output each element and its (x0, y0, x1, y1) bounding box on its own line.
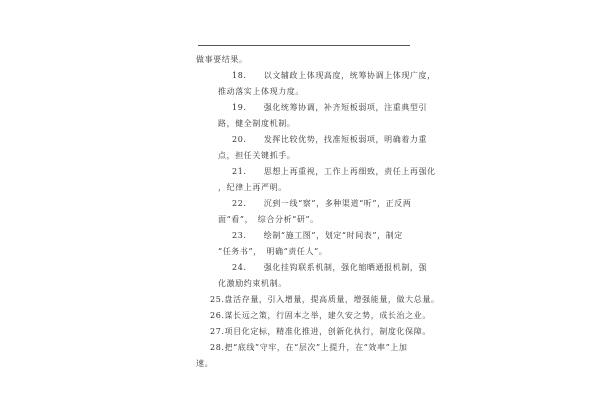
text-line-18: 27.项目化定标，精准化推进，创新化执行，制度化保障。 (210, 327, 431, 336)
text-line-7: 点，担任关键抓手。 (218, 151, 296, 160)
text-line-6: 20. 发挥比较优势，找准短板弱项，明确着力重 (232, 135, 428, 144)
text-line-8: 21. 思想上再重视，工作上再细致，责任上再强化 (232, 167, 436, 176)
text-line-16: 25.盘活存量，引入增量，提高质量，增强能量，做大总量。 (210, 295, 440, 304)
text-line-14: 24. 强化挂钩联系机制，强化缩晒通报机制，强 (232, 263, 428, 272)
text-line-15: 化激励约束机制。 (218, 279, 287, 288)
text-line-19: 28.把“底线”守牢，在“层次”上提升，在“效率”上加 (210, 343, 408, 352)
text-line-4: 19. 强化统筹协调，补齐短板弱项，注重典型引 (232, 103, 428, 112)
text-line-1: 做事要结果。 (196, 55, 248, 64)
text-line-11: 面“看”， 综合分析“研”。 (218, 215, 319, 224)
text-line-5: 路，健全制度机制。 (218, 119, 296, 128)
top-rule (198, 45, 410, 46)
text-line-10: 22. 沉到一线“察”，多种渠道“听”，正反两 (232, 199, 412, 208)
text-line-13: “任务书”， 明确“责任人”。 (218, 247, 328, 256)
text-line-17: 26.谋长远之策，行固本之举，建久安之势，成长治之业。 (210, 311, 431, 320)
text-line-9: ，纪律上再严明。 (218, 183, 287, 192)
text-line-2: 18. 以文辅政上体现高度，统筹协调上体现广度， (232, 71, 436, 80)
text-line-12: 23. 绘制“施工图”，划定“时间表”，制定 (232, 231, 403, 240)
text-line-3: 推动落实上体现力度。 (218, 87, 304, 96)
text-line-20: 速。 (196, 359, 214, 368)
